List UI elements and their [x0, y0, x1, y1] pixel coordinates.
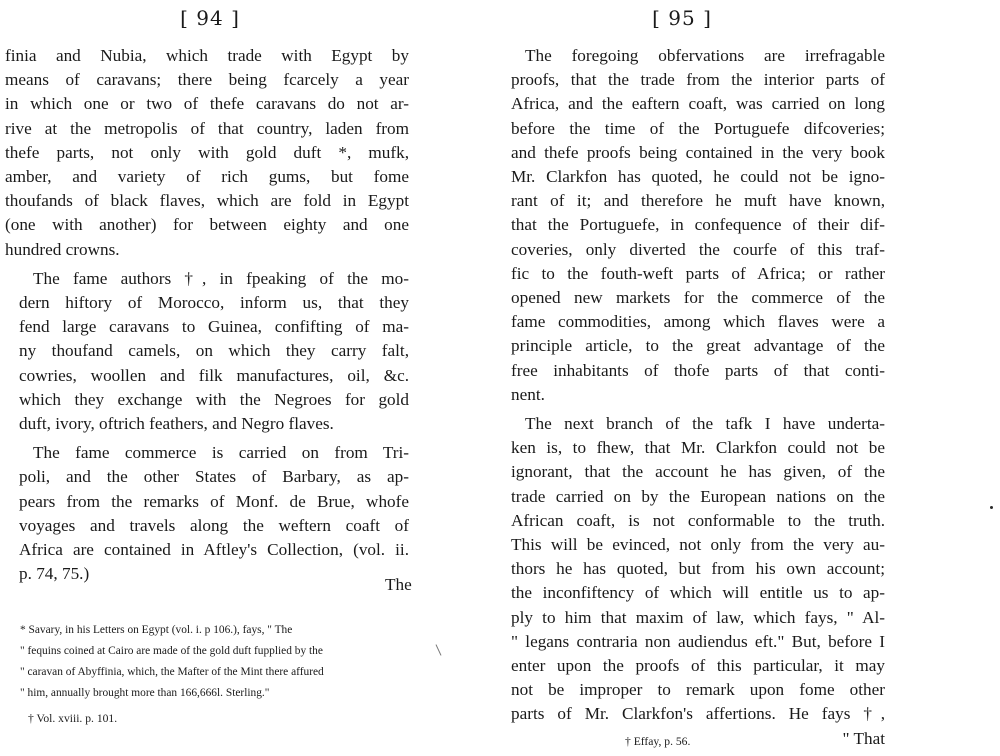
text-line: before the time of the Portuguefe difcoveries; — [511, 118, 885, 138]
text-line: p. 74, 75.) — [19, 564, 90, 584]
footnote-line: " fequins coined at Cairo are made of the gold duft fupplied by the — [20, 645, 323, 657]
body-text — [5, 44, 409, 591]
footnote-line: " caravan of Abyffinia, which, the Mafter of the Mint there affured — [20, 666, 324, 678]
catchword: The — [385, 575, 412, 594]
text-line: principle article, to the great advantage of the — [511, 336, 885, 356]
text-line: This will be evinced, not only from the very au- — [511, 535, 885, 555]
text-line: not be improper to remark upon fome other — [511, 680, 885, 700]
text-line: coveries, only diverted the courfe of this traf- — [511, 239, 885, 259]
text-line: ken is, to fhew, that Mr. Clarkfon could not be — [511, 438, 885, 458]
paragraph — [5, 44, 409, 262]
text-line: ply to him that maxim of law, which fays, " Al- — [511, 607, 885, 627]
paragraph — [5, 441, 409, 586]
text-line: voyages and travels along the weftern coaft of — [19, 515, 409, 535]
text-line: trade carried on by the European nations on the — [511, 486, 885, 506]
text-line: proofs, that the trade from the interior parts of — [511, 70, 885, 90]
text-line: in which one or two of thefe caravans do not ar- — [5, 94, 409, 114]
text-line: " legans contraria non audiendus eft." But, before I — [511, 631, 885, 651]
footnote-line: * Savary, in his Letters on Egypt (vol. i. p 106.), fays, " The — [20, 624, 293, 636]
page-number: [ 94 ] — [180, 6, 240, 30]
ink-speck — [990, 506, 993, 509]
catchword: " That — [842, 728, 885, 748]
text-line: Mr. Clarkfon has quoted, he could not be igno- — [511, 167, 885, 187]
footnote-line: " him, annually brought more than 166,666l. Sterling." — [20, 687, 270, 699]
text-line: African coaft, is not conformable to the truth. — [511, 510, 885, 530]
text-line: Africa, and the eaftern coaft, was carried on long — [511, 94, 885, 114]
text-line: that the Portuguefe, in confequence of their dif- — [511, 215, 885, 235]
text-line: poli, and the other States of Barbary, as ap- — [19, 467, 409, 487]
text-line: fic to the fouth-weft parts of Africa; or rather — [511, 263, 885, 283]
text-line: thefe parts, not only with gold duft *, mufk, — [5, 142, 409, 162]
text-line: which they exchange with the Negroes for gold — [19, 389, 409, 409]
text-line: ignorant, that the account he has given, of the — [511, 462, 885, 482]
text-line: fame commodities, among which flaves were a — [511, 312, 885, 332]
text-line: The next branch of the tafk I have underta- — [525, 414, 885, 434]
text-line: enter upon the proofs of this particular, it may — [511, 656, 885, 676]
left-page — [0, 0, 470, 756]
text-line: dern hiftory of Morocco, inform us, that they — [19, 293, 409, 313]
text-line: amber, and variety of rich gums, but fome — [5, 167, 409, 187]
paragraph — [5, 267, 409, 436]
text-line: nent. — [511, 384, 545, 404]
paragraph — [497, 412, 885, 751]
text-line: means of caravans; there being fcarcely a year — [5, 70, 409, 90]
footnote-dagger: † Vol. xviii. p. 101. — [28, 712, 118, 725]
page-number: [ 95 ] — [652, 6, 712, 30]
text-line: The fame authors †, in fpeaking of the mo- — [33, 268, 409, 288]
text-line: cowries, woollen and filk manufactures, oil, &c. — [19, 365, 409, 385]
footnote-star — [20, 620, 430, 704]
body-text — [497, 44, 885, 756]
text-line: rive at the metropolis of that country, laden from — [5, 118, 409, 138]
text-line: (one with another) for between eighty and one — [5, 215, 409, 235]
paragraph — [497, 44, 885, 407]
right-page — [480, 0, 1000, 756]
text-line: finia and Nubia, which trade with Egypt by — [5, 46, 409, 65]
text-line: The fame commerce is carried on from Tri- — [33, 443, 409, 463]
text-line: parts of Mr. Clarkfon's affertions. He fays †, — [511, 704, 885, 724]
text-line: ny thoufand camels, on which they carry falt, — [19, 341, 409, 361]
text-line: hundred crowns. — [5, 239, 120, 259]
text-line: opened new markets for the commerce of the — [511, 288, 885, 308]
text-line: duft, ivory, oftrich feathers, and Negro flaves. — [19, 414, 334, 434]
text-line: The foregoing obfervations are irrefragable — [525, 46, 885, 65]
text-line: rant of it; and therefore he muft have known, — [511, 191, 885, 211]
text-line: free inhabitants of thofe parts of that conti- — [511, 360, 885, 380]
footnote-dagger: † Effay, p. 56. — [625, 735, 691, 748]
text-line: the inconfiftency of which will entitle us to ap- — [511, 583, 885, 603]
text-line: fend large caravans to Guinea, confifting of ma- — [19, 317, 409, 337]
text-line: Africa are contained in Aftley's Collection, (vol. ii. — [19, 540, 409, 560]
text-line: pears from the remarks of Monf. de Brue, whofe — [19, 491, 409, 511]
text-line: thors he has quoted, but from his own account; — [511, 559, 885, 579]
text-line: thoufands of black flaves, which are fold in Egypt — [5, 191, 409, 211]
ink-mark — [436, 644, 442, 655]
text-line: and thefe proofs being contained in the very book — [511, 142, 885, 162]
